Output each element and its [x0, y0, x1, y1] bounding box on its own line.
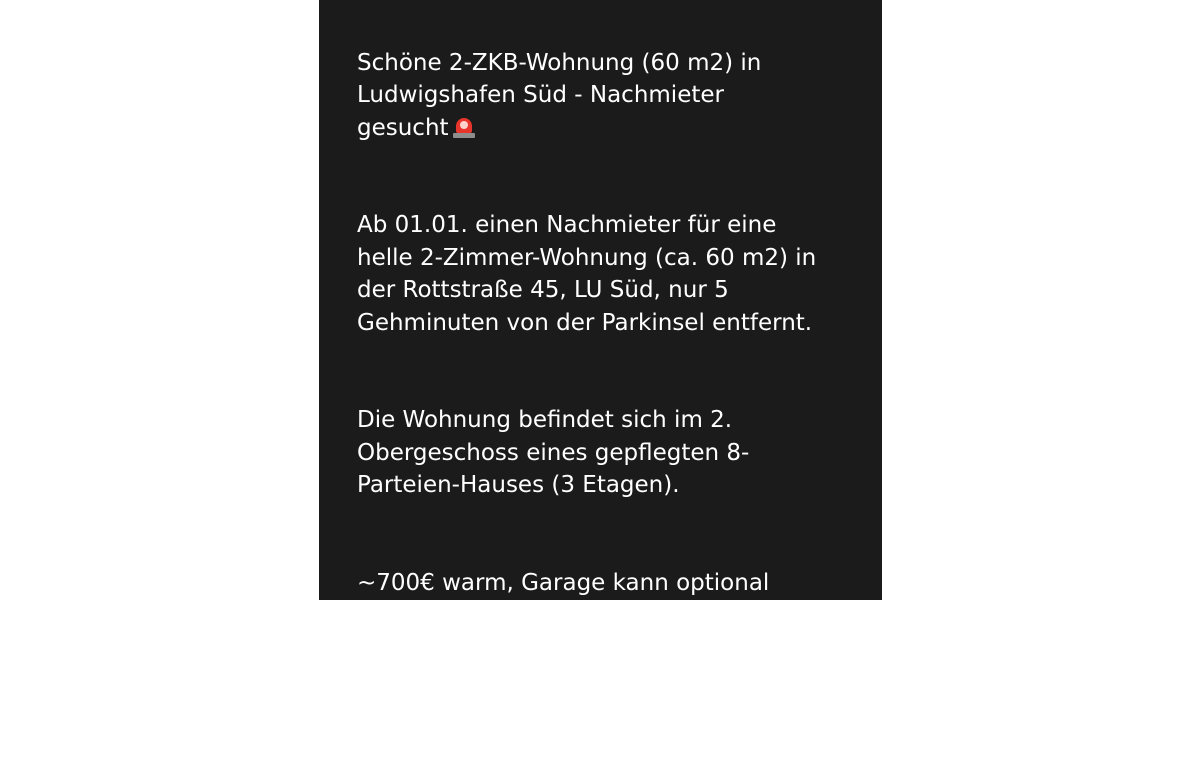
- post-title: [357, 47, 882, 145]
- paragraph-share: Darf gerne geteilt werden.: [357, 699, 662, 726]
- post-panel: [319, 0, 882, 726]
- title-line-1: Schöne 2-ZKB-Wohnung (60 m2) in: [357, 49, 762, 76]
- paragraph-availability: Ab 01.01. einen Nachmieter für eine helle 2-Zimmer-Wohnung (ca. 60 m2) in der Rottstraße 45, LU Süd, nur 5 Gehminuten von der Parkinsel entfernt.: [357, 212, 817, 336]
- paragraph-building: Die Wohnung befindet sich im 2. Obergeschoss eines gepflegten 8- Parteien-Hauses (3 Etagen).: [357, 407, 750, 498]
- post-text: [357, 14, 882, 762]
- police-siren-icon: [453, 115, 475, 139]
- paragraph-rent: ~700€ warm, Garage kann optional übernommen werden für 60€ EUR/M.: [357, 569, 785, 628]
- title-line-3: gesucht: [357, 114, 449, 141]
- title-line-2: Ludwigshafen Süd - Nachmieter: [357, 82, 724, 108]
